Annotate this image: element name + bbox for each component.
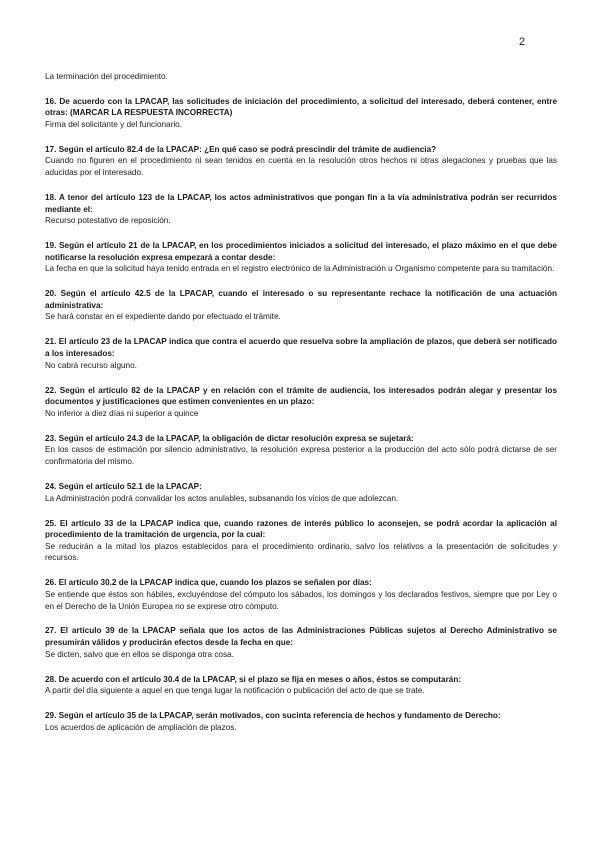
question-27: 27. El artículo 39 de la LPACAP señala que los actos de las Administraciones Públicas sujetos al Derecho Administrativo se presumirán válidos y producirán efectos desde la fecha en que: [45, 626, 557, 648]
question-block [45, 433, 557, 468]
question-28: 28. De acuerdo con el artículo 30.4 de la LPACAP, si el plazo se fija en meses o años, éstos se computarán: [45, 674, 462, 684]
answer-26: Se entiende que éstos son hábiles, excluyéndose del cómputo los sábados, los domingos y los declarados festivos, siempre que por Ley o en el Derecho de la Unión Europea no se exprese otro cómputo. [45, 589, 557, 611]
question-block [45, 518, 557, 564]
question-block [45, 288, 557, 323]
question-22: 22. Según el artículo 82 de la LPACAP y en relación con el trámite de audiencia, los interesados podrán alegar y presentar los documentos y justificaciones que estimen convenientes en un plazo: [45, 385, 557, 407]
answer-29: Los acuerdos de aplicación de ampliación de plazos. [45, 722, 237, 732]
question-block [45, 577, 557, 612]
question-26: 26. El artículo 30.2 de la LPACAP indica que, cuando los plazos se señalen por días: [45, 578, 372, 588]
question-24: 24. Según el artículo 52.1 de la LPACAP: [45, 481, 202, 491]
answer-20: Se hará constar en el expediente dando por efectuado el trámite. [45, 312, 281, 322]
question-20: 20. Según el artículo 42.5 de la LPACAP, cuando el interesado o su representante rechace la notificación de una actuación administrativa: [45, 289, 557, 310]
question-25: 25. El artículo 33 de la LPACAP indica que, cuando razones de interés público lo aconsejen, se podrá acordar la aplicación al procedimiento de la tramitación de urgencia, por la cual: [45, 518, 557, 540]
question-block [45, 240, 557, 275]
answer-28: A partir del día siguiente a aquel en que tenga lugar la notificación o publicación del acto de que se trate. [45, 686, 425, 696]
question-29: 29. Según el artículo 35 de la LPACAP, serán motivados, con sucinta referencia de hechos y fundamento de Derecho: [45, 711, 501, 721]
question-block [45, 710, 557, 733]
answer-27: Se dicten, salvo que en ellos se disponga otra cosa. [45, 649, 234, 659]
question-19: 19. Según el artículo 21 de la LPACAP, en los procedimientos iniciados a solicitud del interesado, el plazo máximo en el que debe notificarse la resolución expresa empezará a contar desde: [45, 241, 557, 262]
question-21: 21. El artículo 23 de la LPACAP indica que contra el acuerdo que resuelva sobre la ampliación de plazos, que deberá ser notificado a los interesados: [45, 337, 557, 359]
question-17: 17. Según el artículo 82.4 de la LPACAP: ¿En qué caso se podrá prescindir del trámite de audiencia? [45, 144, 437, 154]
answer-23: En los casos de estimación por silencio administrativo, la resolución expresa posterior a la producción del acto sólo podrá dictarse de ser confirmatoria del mismo. [45, 445, 557, 466]
question-23: 23. Según el artículo 24.3 de la LPACAP, la obligación de dictar resolución expresa se sujetará: [45, 433, 414, 443]
question-18: 18. A tenor del artículo 123 de la LPACAP, los actos administrativos que pongan fin a la vía administrativa podrán ser recurridos mediante el: [45, 192, 557, 214]
answer-21: No cabrá recurso alguno. [45, 360, 137, 370]
question-block [45, 674, 557, 697]
answer-25: Se reducirán a la mitad los plazos establecidos para el procedimiento ordinario, salvo los relativos a la presentación de solicitudes y recursos. [45, 541, 557, 563]
document-body [45, 71, 557, 747]
answer-18: Recurso potestativo de reposición. [45, 216, 171, 226]
answer-16: Firma del solicitante y del funcionario. [45, 119, 182, 129]
page-number: 2 [519, 36, 526, 48]
question-block [45, 625, 557, 660]
answer-19: La fecha en que la solicitud haya tenido entrada en el registro electrónico de la Administración u Organismo competente para su tramitación. [45, 264, 555, 274]
previous-answer-continuation: La terminación del procedimiento. [45, 72, 168, 81]
question-block [45, 144, 557, 179]
question-block [45, 192, 557, 227]
answer-22: No inferior a diez días ni superior a quince [45, 408, 199, 418]
question-block [45, 336, 557, 371]
answer-17: Cuando no figuren en el procedimiento ni sean tenidos en cuenta en la resolución otros hechos ni otras alegaciones y pruebas que las aducidas por el interesado. [45, 156, 557, 177]
answer-24: La Administración podrá convalidar los actos anulables, subsanando los vicios de que adolezcan. [45, 493, 399, 503]
question-block [45, 385, 557, 420]
question-block [45, 481, 557, 504]
question-block [45, 96, 557, 131]
question-16: 16. De acuerdo con la LPACAP, las solicitudes de iniciación del procedimiento, a solicitud del interesado, deberá contener, entre otras: (MARCAR LA RESPUESTA INCORRECTA) [45, 96, 557, 118]
